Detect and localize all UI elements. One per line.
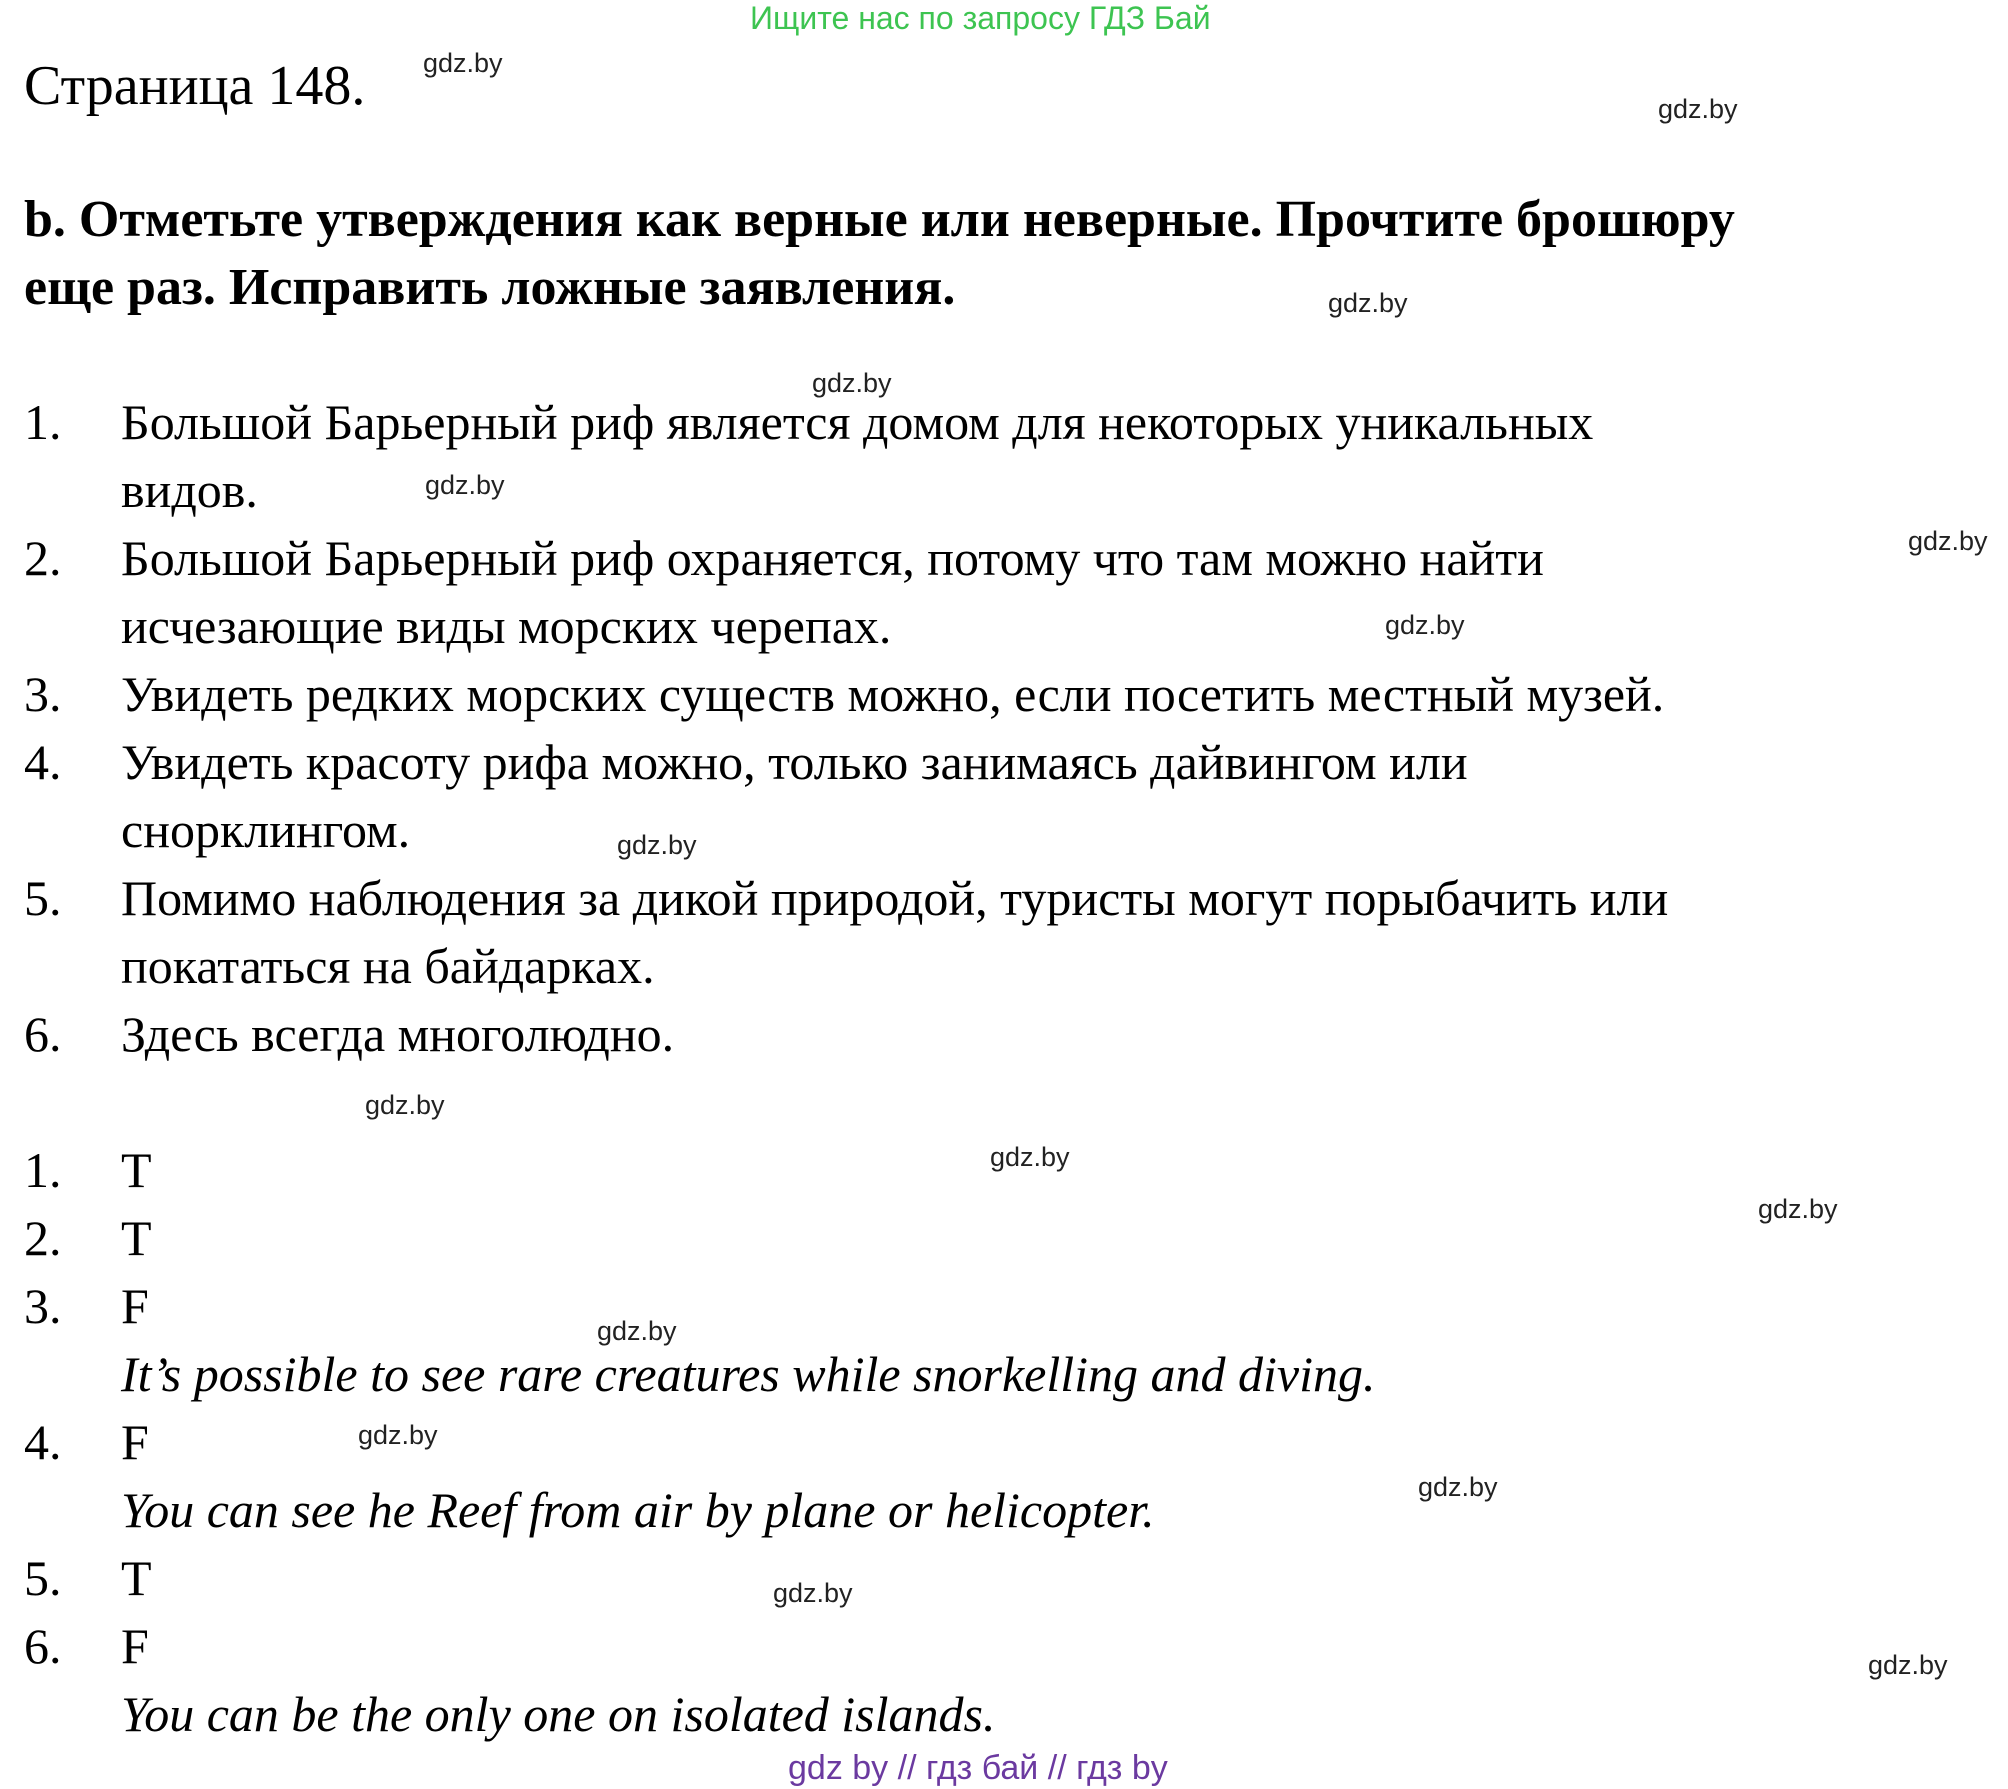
answer-mark: F — [121, 1414, 149, 1470]
statement-text: Увидеть редких морских существ можно, если посетить местный музей. — [121, 666, 1665, 722]
statement-text: Увидеть красоту рифа можно, только занимаясь дайвингом или — [121, 734, 1468, 790]
statement-text: исчезающие виды морских черепах. — [121, 598, 892, 654]
statement-2-cont — [0, 592, 2008, 660]
watermark: gdz.by — [358, 1420, 438, 1450]
answer-correction: You can see he Reef from air by plane or helicopter. — [121, 1482, 1155, 1538]
answer-5 — [0, 1544, 2008, 1612]
statement-5 — [0, 864, 2008, 932]
answer-mark: T — [121, 1142, 152, 1198]
statement-1 — [0, 388, 2008, 456]
statement-5-cont — [0, 932, 2008, 1000]
statement-4 — [0, 728, 2008, 796]
statement-number: 4. — [24, 734, 62, 790]
watermark: gdz.by — [773, 1578, 853, 1608]
watermark: gdz.by — [1418, 1472, 1498, 1502]
statement-text: Большой Барьерный риф охраняется, потому что там можно найти — [121, 530, 1544, 586]
answer-6 — [0, 1612, 2008, 1680]
instruction-line-1: b. Отметьте утверждения как верные или неверные. Прочтите брошюру — [24, 191, 1735, 248]
statement-text: покататься на байдарках. — [121, 938, 655, 994]
answer-mark: F — [121, 1278, 149, 1334]
answer-6-correction — [0, 1680, 2008, 1748]
statement-number: 2. — [24, 530, 62, 586]
answer-3 — [0, 1272, 2008, 1340]
watermark: gdz.by — [1908, 526, 1988, 556]
watermark: gdz.by — [425, 470, 505, 500]
watermark: gdz.by — [1385, 610, 1465, 640]
answer-mark: T — [121, 1550, 152, 1606]
answer-mark: T — [121, 1210, 152, 1266]
statement-3 — [0, 660, 2008, 728]
watermark: gdz.by — [812, 368, 892, 398]
statement-1-cont — [0, 456, 2008, 524]
watermark: gdz.by — [1328, 288, 1408, 318]
statement-6 — [0, 1000, 2008, 1068]
watermark: gdz.by — [597, 1316, 677, 1346]
watermark: gdz.by — [990, 1142, 1070, 1172]
statement-number: 3. — [24, 666, 62, 722]
answer-number: 1. — [24, 1142, 62, 1198]
top-banner: Ищите нас по запросу ГДЗ Бай — [750, 0, 1211, 36]
answer-number: 6. — [24, 1618, 62, 1674]
watermark: gdz.by — [1658, 94, 1738, 124]
statement-number: 1. — [24, 394, 62, 450]
watermark: gdz.by — [617, 830, 697, 860]
statement-text: видов. — [121, 462, 258, 518]
statement-2 — [0, 524, 2008, 592]
statement-4-cont — [0, 796, 2008, 864]
statement-text: снорклингом. — [121, 802, 411, 858]
watermark: gdz.by — [423, 48, 503, 78]
answer-number: 5. — [24, 1550, 62, 1606]
statement-number: 5. — [24, 870, 62, 926]
answer-correction: It’s possible to see rare creatures while snorkelling and diving. — [121, 1346, 1376, 1402]
watermark: gdz.by — [365, 1090, 445, 1120]
answer-2 — [0, 1204, 2008, 1272]
answer-mark: F — [121, 1618, 149, 1674]
answer-number: 2. — [24, 1210, 62, 1266]
footer-links: gdz by // гдз бай // гдз by — [788, 1749, 1168, 1787]
statement-number: 6. — [24, 1006, 62, 1062]
statement-text: Большой Барьерный риф является домом для некоторых уникальных — [121, 394, 1594, 450]
statement-text: Здесь всегда многолюдно. — [121, 1006, 675, 1062]
answer-4-correction — [0, 1476, 2008, 1544]
watermark: gdz.by — [1868, 1650, 1948, 1680]
page-title: Страница 148. — [24, 55, 366, 117]
answer-4 — [0, 1408, 2008, 1476]
answer-number: 4. — [24, 1414, 62, 1470]
watermark: gdz.by — [1758, 1194, 1838, 1224]
answer-3-correction — [0, 1340, 2008, 1408]
instruction-line-2: еще раз. Исправить ложные заявления. — [24, 259, 956, 316]
answer-number: 3. — [24, 1278, 62, 1334]
answer-correction: You can be the only one on isolated islands. — [121, 1686, 996, 1742]
statement-text: Помимо наблюдения за дикой природой, туристы могут порыбачить или — [121, 870, 1669, 926]
